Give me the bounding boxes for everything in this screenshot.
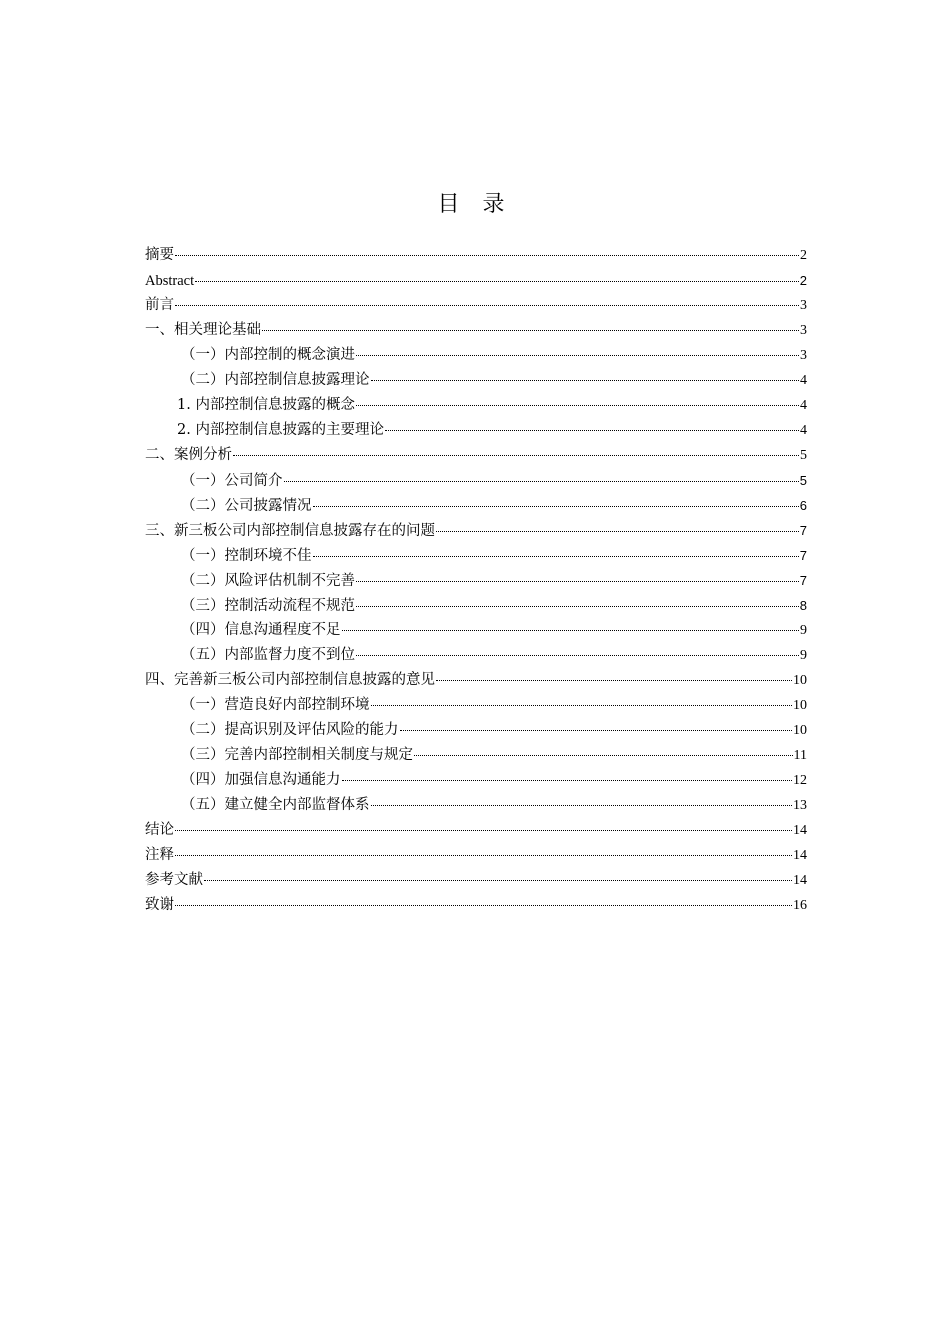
toc-dot-leader [371, 704, 793, 706]
toc-entry-acknowledgements[interactable] [145, 893, 807, 918]
toc-dot-leader [175, 829, 792, 831]
toc-entry-page: 11 [793, 748, 807, 763]
toc-entry-label: 致谢 [145, 897, 174, 913]
toc-entry-section-4-2[interactable] [145, 718, 807, 743]
toc-entry-section-1-2[interactable] [145, 368, 807, 393]
toc-entry-label: 2. 内部控制信息披露的主要理论 [177, 422, 384, 438]
toc-dot-leader [342, 629, 800, 631]
toc-entry-section-2-1[interactable] [145, 468, 807, 493]
toc-entry-label: （二）提高识别及评估风险的能力 [181, 722, 399, 738]
toc-entry-section-1-1[interactable] [145, 343, 807, 368]
toc-dot-leader [356, 654, 799, 656]
toc-entry-label: （四）信息沟通程度不足 [181, 622, 341, 638]
toc-entry-section-4-4[interactable] [145, 768, 807, 793]
toc-entry-page: 7 [799, 573, 807, 588]
toc-entry-label: （一）公司简介 [181, 473, 283, 489]
toc-entry-preface[interactable] [145, 293, 807, 318]
toc-dot-leader [356, 580, 799, 582]
toc-entry-subsection-1-2-1[interactable] [145, 393, 807, 418]
toc-entry-label: （三）控制活动流程不规范 [181, 598, 355, 614]
toc-entry-page: 2 [800, 248, 807, 263]
toc-entry-conclusion[interactable] [145, 818, 807, 843]
toc-entry-label: 二、案例分析 [145, 447, 232, 463]
toc-entry-label: 三、新三板公司内部控制信息披露存在的问题 [145, 523, 435, 539]
toc-entry-page: 6 [799, 498, 807, 513]
toc-entry-label: （一）控制环境不佳 [181, 548, 312, 564]
toc-entry-page: 7 [799, 523, 807, 538]
toc-dot-leader [175, 854, 792, 856]
toc-entry-page: 10 [793, 673, 807, 688]
toc-entry-section-3-2[interactable] [145, 568, 807, 593]
toc-dot-leader [371, 379, 800, 381]
toc-entry-page: 9 [800, 648, 807, 663]
toc-entry-page: 13 [793, 798, 807, 813]
toc-entry-label: 四、完善新三板公司内部控制信息披露的意见 [145, 672, 435, 688]
toc-entry-label: （四）加强信息沟通能力 [181, 772, 341, 788]
toc-entry-section-4-3[interactable] [145, 743, 807, 768]
toc-entry-label: （五）建立健全内部监督体系 [181, 797, 370, 813]
toc-entry-label: （二）风险评估机制不完善 [181, 573, 355, 589]
toc-entry-abstract-cn[interactable] [145, 243, 807, 268]
toc-entry-section-3-5[interactable] [145, 643, 807, 668]
toc-entry-page: 14 [793, 848, 807, 863]
toc-entry-label: 注释 [145, 847, 174, 863]
toc-entry-subsection-1-2-2[interactable] [145, 418, 807, 443]
toc-entry-page: 16 [793, 898, 807, 913]
toc-entry-label: 摘要 [145, 247, 174, 263]
toc-dot-leader [175, 904, 792, 906]
toc-entry-label: 结论 [145, 822, 174, 838]
toc-entry-chapter-4[interactable] [145, 668, 807, 693]
toc-dot-leader [356, 354, 799, 356]
toc-entry-page: 2 [799, 273, 807, 288]
toc-entry-label: 前言 [145, 297, 174, 313]
toc-dot-leader [284, 480, 799, 482]
toc-entry-page: 14 [793, 823, 807, 838]
toc-entry-page: 4 [800, 398, 807, 413]
toc-entry-label: （二）公司披露情况 [181, 498, 312, 514]
toc-entry-chapter-1[interactable] [145, 318, 807, 343]
toc-dot-leader [313, 555, 799, 557]
toc-entry-label: （二）内部控制信息披露理论 [181, 372, 370, 388]
toc-entry-section-4-5[interactable] [145, 793, 807, 818]
toc-entry-chapter-3[interactable] [145, 518, 807, 543]
toc-entry-page: 10 [793, 723, 807, 738]
toc-entry-page: 4 [800, 423, 807, 438]
toc-dot-leader [175, 254, 799, 256]
toc-list [145, 243, 807, 918]
toc-dot-leader [342, 779, 793, 781]
toc-entry-page: 3 [800, 323, 807, 338]
toc-entry-page: 3 [800, 298, 807, 313]
toc-entry-label: 1. 内部控制信息披露的概念 [177, 397, 355, 413]
toc-entry-notes[interactable] [145, 843, 807, 868]
toc-dot-leader [313, 505, 799, 507]
toc-entry-section-3-4[interactable] [145, 618, 807, 643]
toc-dot-leader [195, 280, 799, 282]
toc-dot-leader [414, 754, 793, 756]
toc-entry-section-3-1[interactable] [145, 543, 807, 568]
toc-dot-leader [356, 605, 799, 607]
toc-entry-label: （一）内部控制的概念演进 [181, 347, 355, 363]
toc-entry-page: 5 [799, 473, 807, 488]
toc-entry-abstract-en[interactable] [145, 268, 807, 293]
toc-entry-page: 5 [800, 448, 807, 463]
toc-entry-references[interactable] [145, 868, 807, 893]
toc-entry-label: 参考文献 [145, 872, 203, 888]
toc-entry-label: （三）完善内部控制相关制度与规定 [181, 747, 413, 763]
toc-dot-leader [262, 329, 799, 331]
toc-dot-leader [233, 454, 799, 456]
toc-dot-leader [385, 429, 799, 431]
toc-entry-page: 4 [800, 373, 807, 388]
toc-dot-leader [400, 729, 793, 731]
toc-entry-page: 9 [800, 623, 807, 638]
toc-entry-label: 一、相关理论基础 [145, 322, 261, 338]
toc-entry-label: （五）内部监督力度不到位 [181, 647, 355, 663]
toc-entry-page: 8 [799, 598, 807, 613]
toc-entry-section-2-2[interactable] [145, 493, 807, 518]
toc-dot-leader [436, 530, 799, 532]
toc-entry-label: Abstract [145, 273, 195, 289]
toc-entry-page: 7 [799, 548, 807, 563]
toc-title: 目 录 [437, 192, 513, 217]
toc-entry-page: 14 [793, 873, 807, 888]
toc-entry-page: 12 [793, 773, 807, 788]
toc-dot-leader [436, 679, 792, 681]
toc-dot-leader [204, 879, 792, 881]
toc-entry-page: 10 [793, 698, 807, 713]
toc-entry-label: （一）营造良好内部控制环境 [181, 697, 370, 713]
toc-dot-leader [371, 804, 793, 806]
toc-entry-chapter-2[interactable] [145, 443, 807, 468]
toc-entry-page: 3 [800, 348, 807, 363]
toc-dot-leader [175, 304, 799, 306]
toc-entry-section-3-3[interactable] [145, 593, 807, 618]
toc-dot-leader [356, 404, 799, 406]
toc-entry-section-4-1[interactable] [145, 693, 807, 718]
